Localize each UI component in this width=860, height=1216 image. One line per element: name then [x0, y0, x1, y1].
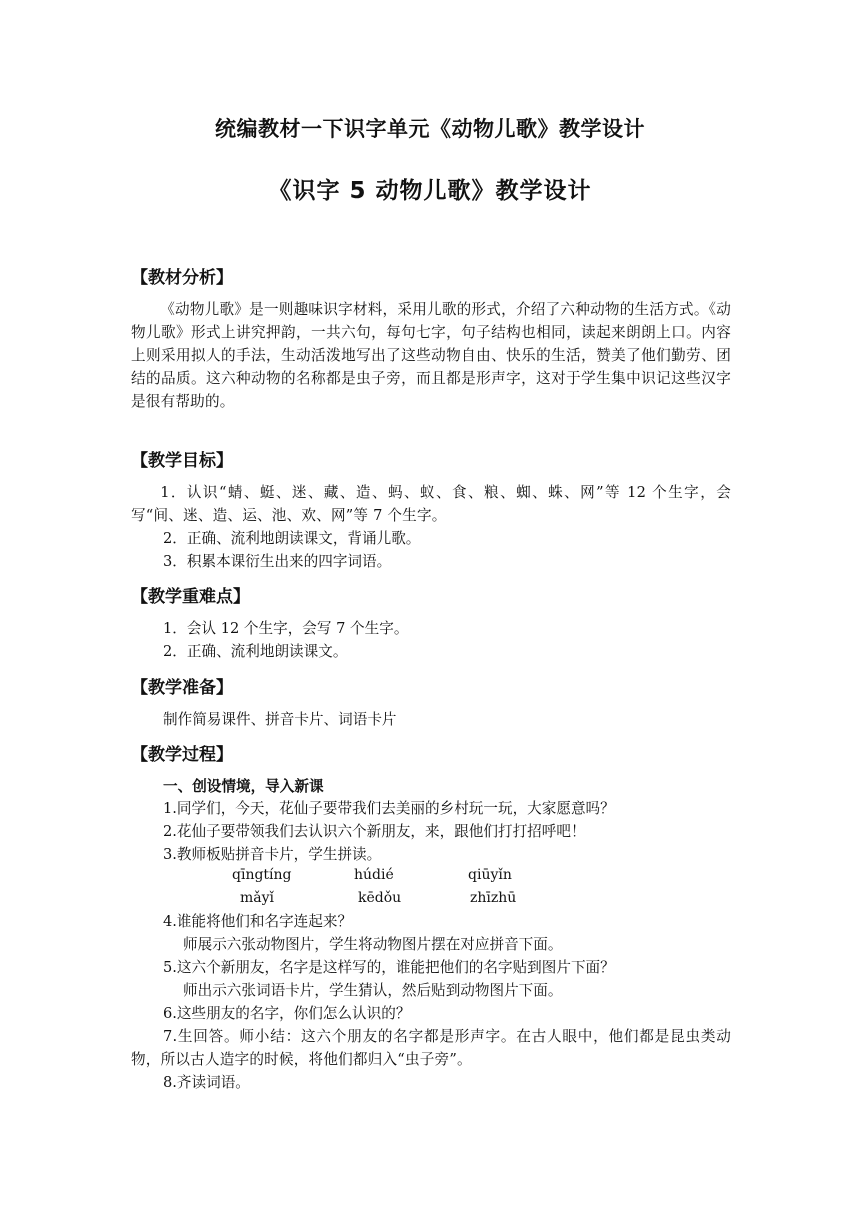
section-heading-goals: 【教学目标】 [131, 451, 233, 471]
goal-item-3: 3．积累本课衍生出来的四字词语。 [163, 553, 392, 570]
process-step-5: 5.这六个新朋友，名字是这样写的，谁能把他们的名字贴到图片下面？ [163, 959, 615, 976]
process-step-4: 4.谁能将他们和名字连起来？ [163, 913, 353, 930]
pinyin-card: qīngtíng [232, 867, 292, 883]
lesson-title: 《识字 5 动物儿歌》教学设计 [268, 178, 592, 204]
analysis-paragraph: 《动物儿歌》是一则趣味识字材料，采用儿歌的形式，介绍了六种动物的生活方式。《动物儿歌》形式上讲究押韵，一共六句，每句七字，句子结构也相同，读起来朗朗上口。内容上则采用拟人的手法，生动活泼地写出了这些动物自由、快乐的生活，赞美了他们勤劳、团结的品质。这六种动物的名称都是虫子旁，而且都是形声字，这对于学生集中识记这些汉字是很有帮助的。 [131, 301, 731, 410]
goal-item-1: 1．认识“蜻、蜓、迷、藏、造、蚂、蚁、食、粮、蜘、蛛、网”等 12 个生字，会写“间、迷、造、运、池、欢、网”等 7 个生字。 [131, 484, 731, 524]
pinyin-card: mǎyǐ [240, 890, 275, 906]
process-subheading-1: 一、创设情境，导入新课 [163, 778, 324, 795]
document-title: 统编教材一下识字单元《动物儿歌》教学设计 [215, 117, 645, 141]
key-point-2: 2．正确、流利地朗读课文。 [163, 643, 348, 660]
section-heading-key-points: 【教学重难点】 [131, 587, 250, 607]
process-step-2: 2.花仙子要带领我们去认识六个新朋友，来，跟他们打打招呼吧！ [163, 823, 586, 840]
pinyin-card: zhīzhū [470, 890, 517, 906]
pinyin-card: húdié [354, 867, 394, 883]
section-heading-analysis: 【教材分析】 [131, 268, 233, 288]
preparation-text: 制作简易课件、拼音卡片、词语卡片 [163, 711, 397, 728]
pinyin-card: kēdǒu [358, 890, 402, 906]
key-point-1: 1．会认 12 个生字，会写 7 个生字。 [163, 620, 409, 637]
process-step-3: 3.教师板贴拼音卡片，学生拼读。 [163, 846, 382, 863]
process-step-1: 1.同学们，今天，花仙子要带我们去美丽的乡村玩一玩，大家愿意吗？ [163, 800, 615, 817]
section-heading-preparation: 【教学准备】 [131, 678, 233, 698]
process-step-8: 8.齐读词语。 [163, 1074, 250, 1091]
process-step-5-detail: 师出示六张词语卡片，学生猜认，然后贴到动物图片下面。 [183, 982, 563, 999]
goal-item-2: 2．正确、流利地朗读课文，背诵儿歌。 [163, 530, 421, 547]
pinyin-card: qiūyǐn [468, 867, 512, 883]
section-heading-process: 【教学过程】 [131, 745, 233, 765]
process-step-4-detail: 师展示六张动物图片，学生将动物图片摆在对应拼音下面。 [183, 936, 563, 953]
process-step-6: 6.这些朋友的名字，你们怎么认识的？ [163, 1005, 411, 1022]
process-step-7: 7.生回答。师小结：这六个朋友的名字都是形声字。在古人眼中，他们都是昆虫类动物，所以古人造字的时候，将他们都归入“虫子旁”。 [131, 1028, 731, 1068]
